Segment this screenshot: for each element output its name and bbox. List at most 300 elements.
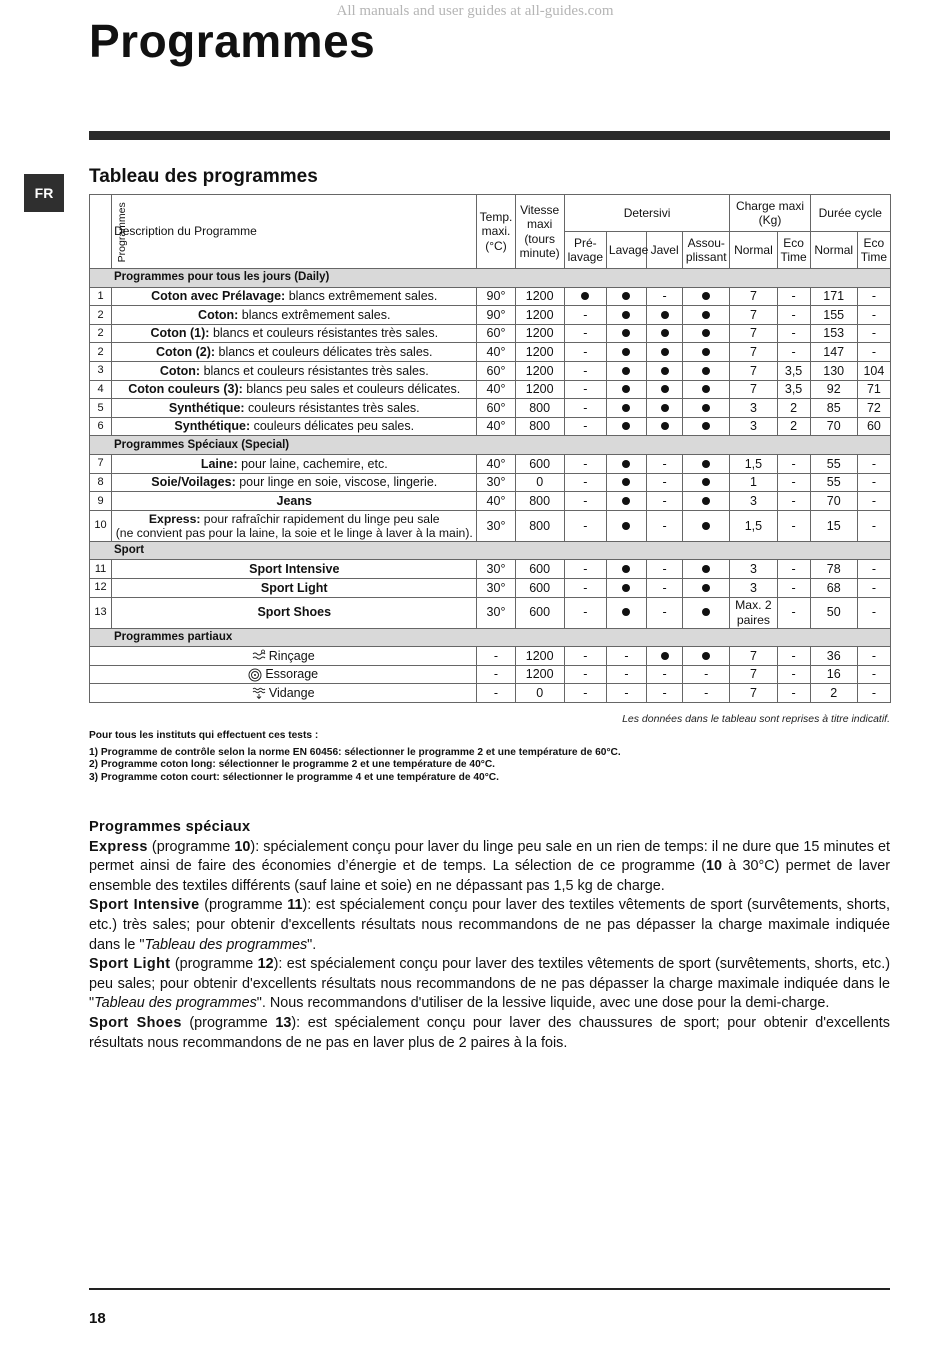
programme-name: Coton couleurs (3): <box>128 382 243 397</box>
programme-number: 13 <box>90 597 112 628</box>
programme-description <box>112 473 477 492</box>
table-row <box>90 417 891 436</box>
charge-normal-value: 3 <box>730 560 777 579</box>
bullet-dot <box>622 565 630 573</box>
duree-normal-value: 147 <box>810 343 857 362</box>
cn-value: 7 <box>730 665 777 684</box>
assouplissant-value <box>683 287 730 306</box>
prelavage-value: - <box>564 399 606 418</box>
bullet-dot <box>702 460 710 468</box>
bullet-dot <box>622 329 630 337</box>
programme-detail: couleurs délicates peu sales. <box>250 419 415 434</box>
programme-term: Sport Shoes <box>89 1014 182 1031</box>
duree-normal-value: 15 <box>810 510 857 541</box>
programme-description <box>90 665 477 684</box>
bullet-dot <box>702 311 710 319</box>
programme-name: Coton avec Prélavage: <box>151 289 286 304</box>
bullet-dot <box>581 292 589 300</box>
programme-description <box>90 684 477 703</box>
duree-normal-value: 50 <box>810 597 857 628</box>
header-description: Description du Programme <box>112 195 477 269</box>
prelavage-value: - <box>564 380 606 399</box>
programme-name: Soie/Voilages: <box>151 475 236 490</box>
bullet-dot <box>622 292 630 300</box>
jav-value: - <box>647 665 683 684</box>
jav-value <box>647 647 683 666</box>
programme-table <box>89 194 891 703</box>
bullet-dot <box>702 608 710 616</box>
table-row <box>90 306 891 325</box>
lavage-value <box>606 343 646 362</box>
programme-name: Rinçage <box>268 648 315 663</box>
group-row <box>90 541 891 560</box>
dn-value: 2 <box>810 684 857 703</box>
group-label: Programmes partiaux <box>90 628 891 647</box>
table-row <box>90 578 891 597</box>
temp-value: 30° <box>477 578 515 597</box>
speed-value: 800 <box>515 417 564 436</box>
bullet-dot <box>702 385 710 393</box>
charge-normal-value: 7 <box>730 287 777 306</box>
bullet-dot <box>622 367 630 375</box>
temp-value: - <box>477 647 515 666</box>
charge-eco-value: - <box>777 343 810 362</box>
bullet-dot <box>702 584 710 592</box>
programme-description <box>112 287 477 306</box>
bullet-dot <box>702 522 710 530</box>
lav-value: - <box>606 647 646 666</box>
duree-eco-value: - <box>857 306 890 325</box>
lav-value: - <box>606 665 646 684</box>
duree-normal-value: 130 <box>810 361 857 380</box>
programme-description <box>112 492 477 511</box>
bullet-dot <box>622 608 630 616</box>
programme-detail: blancs extrêmement sales. <box>238 307 391 322</box>
javel-value <box>647 324 683 343</box>
table-body <box>90 269 891 703</box>
jav-value: - <box>647 684 683 703</box>
lavage-value <box>606 473 646 492</box>
lavage-value <box>606 492 646 511</box>
duree-normal-value: 55 <box>810 473 857 492</box>
duree-eco-value: - <box>857 454 890 473</box>
lavage-value <box>606 510 646 541</box>
test-item: 3) Programme coton court: sélectionner le programme 4 et une température de 40°C. <box>89 771 499 783</box>
programme-detail: pour rafraîchir rapidement du linge peu sale <box>200 511 440 526</box>
bullet-dot <box>622 584 630 592</box>
duree-normal-value: 153 <box>810 324 857 343</box>
programme-number-ref: 11 <box>287 897 303 914</box>
header-lavage: Lavage <box>606 232 646 269</box>
bullet-dot <box>622 522 630 530</box>
charge-eco-value: - <box>777 306 810 325</box>
special-paragraph: Sport Shoes (programme 13): est spécialement conçu pour laver des chaussures de sport; pour obtenir d'excellents résultats nous recommandons de ne pas en laver plus de 2 paires à la fois. <box>89 1014 890 1051</box>
assouplissant-value <box>683 578 730 597</box>
prelavage-value: - <box>564 361 606 380</box>
speed-value: 800 <box>515 399 564 418</box>
de-value: - <box>857 665 890 684</box>
bullet-dot <box>702 652 710 660</box>
duree-eco-value: 104 <box>857 361 890 380</box>
programme-description <box>90 647 477 666</box>
temp-value: 60° <box>477 361 515 380</box>
table-row <box>90 361 891 380</box>
test-instructions <box>89 730 890 784</box>
table-row <box>90 647 891 666</box>
ce-value: - <box>777 647 810 666</box>
group-label: Programmes Spéciaux (Special) <box>90 436 891 455</box>
rinse-icon <box>252 649 266 663</box>
charge-eco-value: - <box>777 473 810 492</box>
charge-eco-value: - <box>777 324 810 343</box>
javel-value <box>647 306 683 325</box>
programme-number: 12 <box>90 578 112 597</box>
bullet-dot <box>661 348 669 356</box>
programme-number: 3 <box>90 361 112 380</box>
bullet-dot <box>622 478 630 486</box>
pre-value: - <box>564 665 606 684</box>
pre-value: - <box>564 684 606 703</box>
special-paragraph: Express (programme 10): spécialement conçu pour laver du linge peu sale en un rien de temps: il ne dure que 15 minutes et permet ainsi de faire des économies d’énergie et de temps. La sélection de ce programme (10 à 30°C) permet de laver ensemble des textiles différents (sauf laine et soie) en ne dépassant pas 1,5 kg de charge. <box>89 838 890 894</box>
header-prelavage: Pré-lavage <box>564 232 606 269</box>
programme-name: Essorage <box>265 667 319 682</box>
javel-value: - <box>647 510 683 541</box>
bullet-dot <box>661 367 669 375</box>
programme-name: Vidange <box>268 685 315 700</box>
lavage-value <box>606 287 646 306</box>
header-charge: Charge maxi (Kg) <box>730 195 810 232</box>
duree-eco-value: - <box>857 343 890 362</box>
charge-normal-value: 7 <box>730 324 777 343</box>
bullet-dot <box>702 565 710 573</box>
table-row <box>90 380 891 399</box>
bullet-dot <box>702 292 710 300</box>
javel-value: - <box>647 473 683 492</box>
speed-value: 1200 <box>515 324 564 343</box>
lavage-value <box>606 399 646 418</box>
programme-number: 2 <box>90 306 112 325</box>
duree-normal-value: 55 <box>810 454 857 473</box>
javel-value <box>647 380 683 399</box>
charge-eco-value: - <box>777 578 810 597</box>
ass-value: - <box>683 665 730 684</box>
footer-rule <box>89 1288 890 1290</box>
speed-value: 1200 <box>515 647 564 666</box>
javel-value: - <box>647 597 683 628</box>
charge-eco-value: - <box>777 454 810 473</box>
table-row <box>90 597 891 628</box>
duree-normal-value: 70 <box>810 417 857 436</box>
prelavage-value: - <box>564 306 606 325</box>
test-item: 2) Programme coton long: sélectionner le programme 2 et une température de 40°C. <box>89 759 496 771</box>
charge-normal-value: 3 <box>730 399 777 418</box>
special-programmes <box>89 818 890 1053</box>
charge-eco-value: - <box>777 597 810 628</box>
programme-number: 2 <box>90 324 112 343</box>
javel-value <box>647 399 683 418</box>
cn-value: 7 <box>730 684 777 703</box>
bullet-dot <box>702 422 710 430</box>
temp-value: 30° <box>477 473 515 492</box>
assouplissant-value <box>683 324 730 343</box>
duree-eco-value: 60 <box>857 417 890 436</box>
speed-value: 1200 <box>515 380 564 399</box>
javel-value <box>647 343 683 362</box>
header-speed: Vitesse maxi (tours minute) <box>515 195 564 269</box>
bullet-dot <box>622 497 630 505</box>
ce-value: - <box>777 684 810 703</box>
programme-name: Laine: <box>200 456 238 471</box>
special-heading: Programmes spéciaux <box>89 819 251 835</box>
programme-detail: blancs et couleurs délicates très sales. <box>215 344 433 359</box>
programme-name: Jeans <box>276 493 312 508</box>
assouplissant-value <box>683 380 730 399</box>
header-programmes: Programmes <box>90 195 112 269</box>
bullet-dot <box>702 497 710 505</box>
lav-value: - <box>606 684 646 703</box>
bullet-dot <box>661 652 669 660</box>
bullet-dot <box>622 311 630 319</box>
speed-value: 1200 <box>515 306 564 325</box>
prelavage-value <box>564 287 606 306</box>
programme-detail: couleurs résistantes très sales. <box>244 400 420 415</box>
lavage-value <box>606 560 646 579</box>
duree-eco-value: - <box>857 510 890 541</box>
dn-value: 36 <box>810 647 857 666</box>
charge-normal-value: 7 <box>730 306 777 325</box>
bullet-dot <box>661 385 669 393</box>
javel-value: - <box>647 578 683 597</box>
prelavage-value: - <box>564 492 606 511</box>
duree-eco-value: - <box>857 578 890 597</box>
speed-value: 0 <box>515 684 564 703</box>
temp-value: 30° <box>477 597 515 628</box>
duree-normal-value: 171 <box>810 287 857 306</box>
duree-normal-value: 78 <box>810 560 857 579</box>
charge-eco-value: 3,5 <box>777 361 810 380</box>
charge-normal-value: 1,5 <box>730 454 777 473</box>
speed-value: 0 <box>515 473 564 492</box>
programme-number: 1 <box>90 287 112 306</box>
speed-value: 1200 <box>515 287 564 306</box>
javel-value <box>647 361 683 380</box>
ce-value: - <box>777 665 810 684</box>
de-value: - <box>857 647 890 666</box>
duree-eco-value: - <box>857 324 890 343</box>
duree-eco-value: - <box>857 492 890 511</box>
special-paragraph: Sport Light (programme 12): est spécialement conçu pour laver des textiles vêtements de sport (survêtements, shorts, etc.) peu sales; pour obtenir d'excellents résultats nous recommandons de ne pas dépasser la charge maximale indiquée dans le "Tableau des programmes". Nous recommandons d'utiliser de la lessive liquide, avec une dose pour la demi-charge. <box>89 956 890 1012</box>
charge-eco-value: 2 <box>777 399 810 418</box>
charge-normal-value: 7 <box>730 361 777 380</box>
programme-description <box>112 597 477 628</box>
charge-normal-value: 3 <box>730 492 777 511</box>
programme-description <box>112 510 477 541</box>
charge-normal-value: 3 <box>730 417 777 436</box>
special-paragraph: Sport Intensive (programme 11): est spécialement conçu pour laver des textiles vêtements de sport (survêtements, shorts, etc.) très sales; pour obtenir d'excellents résultats nous recommandons de ne pas dépasser la charge maximale indiquée dans le "Tableau des programmes". <box>89 897 890 953</box>
prelavage-value: - <box>564 597 606 628</box>
speed-value: 1200 <box>515 343 564 362</box>
temp-value: 40° <box>477 343 515 362</box>
charge-eco-value: - <box>777 560 810 579</box>
temp-value: 60° <box>477 399 515 418</box>
programme-name: Coton: <box>159 363 201 378</box>
lavage-value <box>606 380 646 399</box>
programme-detail: blancs peu sales et couleurs délicates. <box>242 382 461 397</box>
programme-number-ref: 12 <box>257 956 274 973</box>
speed-value: 1200 <box>515 665 564 684</box>
duree-normal-value: 70 <box>810 492 857 511</box>
table-row <box>90 343 891 362</box>
lavage-value <box>606 324 646 343</box>
temp-value: 60° <box>477 324 515 343</box>
programme-term: Sport Light <box>89 956 171 973</box>
programme-number: 9 <box>90 492 112 511</box>
table-row <box>90 324 891 343</box>
assouplissant-value <box>683 473 730 492</box>
prelavage-value: - <box>564 473 606 492</box>
title-rule <box>89 131 890 140</box>
programme-detail: blancs extrêmement sales. <box>285 289 438 304</box>
assouplissant-value <box>683 597 730 628</box>
bullet-dot <box>702 367 710 375</box>
lavage-value <box>606 417 646 436</box>
assouplissant-value <box>683 560 730 579</box>
charge-eco-value: - <box>777 287 810 306</box>
temp-value: 40° <box>477 417 515 436</box>
temp-value: 40° <box>477 492 515 511</box>
programme-detail: pour linge en soie, viscose, lingerie. <box>235 475 438 490</box>
temp-value: 40° <box>477 380 515 399</box>
page-number: 18 <box>89 1310 106 1327</box>
table-row <box>90 560 891 579</box>
speed-value: 600 <box>515 597 564 628</box>
table-row <box>90 492 891 511</box>
programme-description <box>112 306 477 325</box>
prelavage-value: - <box>564 343 606 362</box>
prelavage-value: - <box>564 578 606 597</box>
table-note: Les données dans le tableau sont reprises à titre indicatif. <box>622 713 890 725</box>
charge-normal-value: 1 <box>730 473 777 492</box>
programme-number: 8 <box>90 473 112 492</box>
programme-description <box>112 560 477 579</box>
charge-normal-value: 7 <box>730 343 777 362</box>
header-detersivi: Detersivi <box>564 195 730 232</box>
programme-number: 10 <box>90 510 112 541</box>
table-row <box>90 510 891 541</box>
bullet-dot <box>661 422 669 430</box>
cn-value: 7 <box>730 647 777 666</box>
temp-value: 30° <box>477 510 515 541</box>
lavage-value <box>606 306 646 325</box>
duree-eco-value: - <box>857 560 890 579</box>
table-row <box>90 665 891 684</box>
programme-name: Coton: <box>198 307 239 322</box>
assouplissant-value <box>683 417 730 436</box>
test-lead: Pour tous les instituts qui effectuent ces tests : <box>89 730 319 741</box>
assouplissant-value <box>683 361 730 380</box>
bullet-dot <box>702 404 710 412</box>
programme-number: 11 <box>90 560 112 579</box>
lavage-value <box>606 597 646 628</box>
bullet-dot <box>622 385 630 393</box>
group-row <box>90 628 891 647</box>
programme-number: 5 <box>90 399 112 418</box>
header-duree-normal: Normal <box>810 232 857 269</box>
test-item: 1) Programme de contrôle selon la norme EN 60456: sélectionner le programme 2 et une température de 60°C. <box>89 746 621 758</box>
table-row <box>90 684 891 703</box>
programme-detail: pour laine, cachemire, etc. <box>237 456 388 471</box>
duree-normal-value: 155 <box>810 306 857 325</box>
charge-eco-value: - <box>777 492 810 511</box>
speed-value: 600 <box>515 578 564 597</box>
programme-name: Sport Intensive <box>249 561 340 576</box>
bullet-dot <box>622 460 630 468</box>
assouplissant-value <box>683 492 730 511</box>
programme-number: 7 <box>90 454 112 473</box>
programme-number-ref: 13 <box>275 1014 292 1031</box>
programme-name: Sport Light <box>260 580 328 595</box>
bullet-dot <box>622 404 630 412</box>
header-temp: Temp. maxi. (°C) <box>477 195 515 269</box>
programme-number-ref: 10 <box>706 858 723 875</box>
bullet-dot <box>702 329 710 337</box>
charge-normal-value: 7 <box>730 380 777 399</box>
table-row <box>90 473 891 492</box>
lavage-value <box>606 578 646 597</box>
group-row <box>90 436 891 455</box>
duree-normal-value: 68 <box>810 578 857 597</box>
bullet-dot <box>661 404 669 412</box>
temp-value: 90° <box>477 287 515 306</box>
programme-description <box>112 361 477 380</box>
section-title: Tableau des programmes <box>89 166 318 187</box>
language-tab: FR <box>24 174 64 212</box>
lavage-value <box>606 454 646 473</box>
charge-normal-value: 1,5 <box>730 510 777 541</box>
duree-eco-value: 71 <box>857 380 890 399</box>
programme-description <box>112 578 477 597</box>
charge-normal-value: 3 <box>730 578 777 597</box>
group-label: Programmes pour tous les jours (Daily) <box>90 269 891 288</box>
pre-value: - <box>564 647 606 666</box>
assouplissant-value <box>683 454 730 473</box>
spin-icon <box>248 668 262 682</box>
charge-eco-value: 3,5 <box>777 380 810 399</box>
page-title: Programmes <box>89 15 376 67</box>
duree-normal-value: 92 <box>810 380 857 399</box>
assouplissant-value <box>683 306 730 325</box>
duree-eco-value: - <box>857 473 890 492</box>
programme-name: Synthétique: <box>168 400 245 415</box>
lavage-value <box>606 361 646 380</box>
programme-name: Coton (2): <box>156 344 216 359</box>
speed-value: 800 <box>515 492 564 511</box>
table-reference: Tableau des programmes <box>144 936 308 953</box>
header-charge-eco: Eco Time <box>777 232 810 269</box>
speed-value: 600 <box>515 560 564 579</box>
javel-value: - <box>647 287 683 306</box>
duree-eco-value: - <box>857 597 890 628</box>
programme-description <box>112 324 477 343</box>
programme-description <box>112 399 477 418</box>
prelavage-value: - <box>564 324 606 343</box>
charge-eco-value: 2 <box>777 417 810 436</box>
ass-value <box>683 647 730 666</box>
temp-value: 40° <box>477 454 515 473</box>
speed-value: 600 <box>515 454 564 473</box>
charge-normal-value: Max. 2 paires <box>730 597 777 628</box>
speed-value: 1200 <box>515 361 564 380</box>
